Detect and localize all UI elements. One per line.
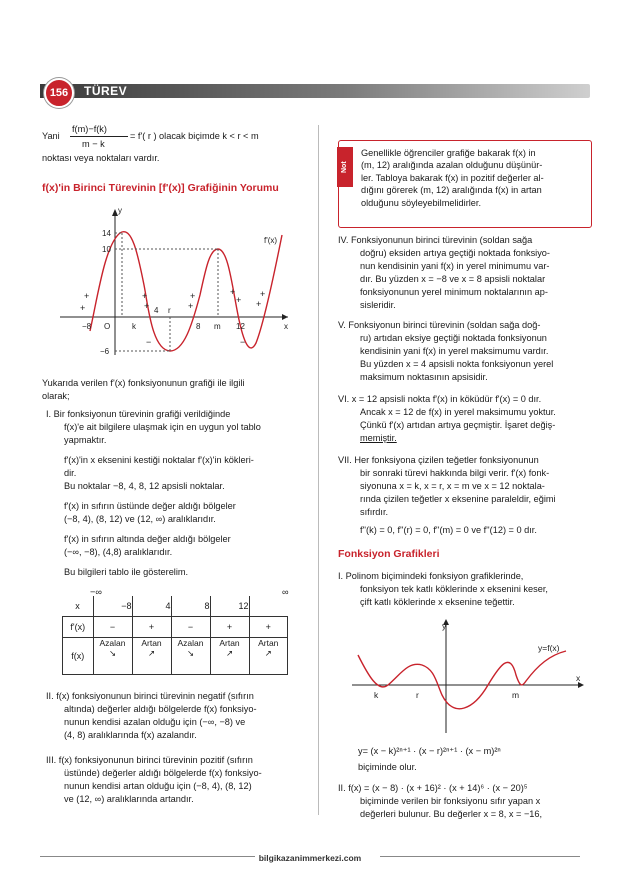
poly-formula-tail: biçiminde olur. (358, 762, 417, 772)
table-behaviour-1 (93, 638, 132, 675)
graph2-y-label: y (442, 621, 447, 631)
behaviour-label: Artan (258, 638, 279, 648)
increasing-arrow-icon: ↗ (225, 648, 234, 658)
item6-line-1: VI. x = 12 apsisli nokta f'(x) in köküdür f'(x) = 0 dır. (338, 394, 542, 404)
item5-line-3: kendisinin yani f(x) in yerel maksimumu vardır. (360, 346, 549, 356)
svg-text:+: + (84, 291, 90, 301)
item4-line-4: dır. Bu yüzden x = −8 ve x = 8 apsisli noktalar (360, 274, 546, 284)
svg-text:+: + (144, 301, 150, 311)
poly-item2-line-1: II. f(x) = (x − 8) · (x + 16)² · (x + 14)⁶ · (x − 20)⁵ (338, 783, 528, 793)
fraction-bar (70, 136, 128, 137)
caption-line-2: olarak; (42, 391, 70, 401)
note-box (338, 140, 592, 228)
table-point-2: 4 (132, 596, 171, 617)
page-footer (0, 848, 620, 866)
column-divider (318, 125, 319, 815)
table-neg-inf: −∞ (90, 587, 102, 597)
footer-rule-right (380, 856, 580, 857)
decreasing-arrow-icon: ↘ (108, 648, 117, 658)
table-sign-3: − (171, 617, 210, 638)
behaviour-label: Artan (219, 638, 240, 648)
item7-formula: f''(k) = 0, f''(r) = 0, f''(m) = 0 ve f''(12) = 0 dır. (360, 525, 537, 535)
poly-item1-line-1: I. Polinom biçimindeki fonksiyon grafiklerinde, (338, 571, 524, 581)
table-x-header: x (63, 596, 94, 617)
table-pos-inf: ∞ (282, 587, 289, 597)
footer-rule-left (40, 856, 260, 857)
svg-text:+: + (80, 303, 86, 313)
table-row-f (63, 638, 288, 675)
item1c-line-2: (−8, 4), (8, 12) ve (12, ∞) aralıklarıdır. (64, 514, 216, 524)
item1b-line-1: f'(x)'in x eksenini kestiği noktalar f'(x)'in kökleri- (64, 455, 254, 465)
increasing-arrow-icon: ↗ (147, 648, 156, 658)
graph-curve-label: f'(x) (264, 236, 278, 245)
formula-intro: Yani (42, 131, 60, 141)
item2-line-4: (4, 8) aralıklarında f(x) azalandır. (64, 730, 197, 740)
svg-text:+: + (188, 301, 194, 311)
section-title: f(x)'in Birinci Türevinin [f'(x)] Grafiğinin Yorumu (42, 182, 279, 194)
note-line-2: (m, 12) aralığında azalan olduğunu düşünür- (361, 160, 543, 171)
tick-14: 14 (102, 229, 111, 238)
table-row-x (63, 596, 288, 617)
item3-line-2: üstünde) değerler aldığı bölgelerde f(x) fonksiyo- (64, 768, 262, 778)
formula-rest: = f'( r ) olacak biçimde k < r < m (130, 131, 259, 141)
item1d-line-1: f'(x) in sıfırın altında değer aldığı bölgeler (64, 534, 231, 544)
graph2-k: k (374, 690, 379, 700)
note-tag: Not (337, 147, 353, 187)
formula-denominator: m − k (82, 139, 105, 149)
table-fprime-header: f'(x) (63, 617, 94, 638)
table-sign-2: + (132, 617, 171, 638)
tick-10: 10 (102, 245, 111, 254)
poly-item1-line-3: çift katlı köklerinde x eksenine teğettir. (360, 597, 515, 607)
item1c-line-1: f'(x) in sıfırın üstünde değer aldığı bölgeler (64, 501, 236, 511)
item1d-line-2: (−∞, −8), (4,8) aralıklarıdır. (64, 547, 173, 557)
table-sign-4: + (210, 617, 249, 638)
item1-line-1: I. Bir fonksiyonun türevinin grafiği verildiğinde (46, 409, 231, 419)
svg-text:+: + (260, 289, 266, 299)
svg-text:+: + (256, 299, 262, 309)
table-sign-5: + (249, 617, 288, 638)
section2-title: Fonksiyon Grafikleri (338, 548, 440, 560)
poly-item2-line-2: biçiminde verilen bir fonksiyonu sıfır yapan x (360, 796, 541, 806)
behaviour-label: Azalan (99, 638, 126, 648)
x-axis-arrow (282, 314, 288, 320)
item7-line-4: rında çizilen teğetler x eksenine paraleldir, eğimi (360, 494, 556, 504)
svg-text:+: + (230, 287, 236, 297)
table-sign-1: − (93, 617, 132, 638)
item7-line-1: VII. Her fonksiyona çizilen teğetler fonksiyonunun (338, 455, 539, 465)
behaviour-label: Azalan (177, 638, 204, 648)
graph-y-label: y (118, 206, 122, 215)
decreasing-arrow-icon: ↘ (186, 648, 195, 658)
graph2-r: r (416, 690, 419, 700)
tick-k: k (132, 322, 136, 331)
item5-line-5: maksimum noktasının apsisidir. (360, 372, 488, 382)
tick-12: 12 (236, 322, 245, 331)
svg-text:+: + (142, 291, 148, 301)
item1-line-3: yapmaktır. (64, 435, 107, 445)
item2-line-3: nunun kendisi azalan olduğu için (−∞, −8) ve (64, 717, 246, 727)
graph2-curve-label: y=f(x) (538, 643, 560, 653)
note-line-1: Genellikle öğrenciler grafiğe bakarak f(x) in (361, 148, 536, 158)
item4-line-5: fonksiyonunun yerel minimum noktalarının ap- (360, 287, 548, 297)
item3-line-1: III. f(x) fonksiyonunun birinci türevinin pozitif (sıfırın (46, 755, 253, 765)
note-line-4: dığını görerek (m, 12) aralığında f(x) in artan (361, 185, 542, 196)
item6-line-4: memiştir. (360, 433, 397, 443)
svg-text:+: + (190, 291, 196, 301)
item3-line-3: nunun kendisi artan olduğu için (−8, 4), (8, 12) (64, 781, 252, 791)
graph-x-label: x (284, 322, 288, 331)
item5-line-1: V. Fonksiyonun birinci türevinin (soldan sağa doğ- (338, 320, 541, 330)
item1b-line-3: Bu noktalar −8, 4, 8, 12 apsisli noktalar. (64, 481, 225, 491)
fprime-curve (90, 232, 282, 351)
item4-line-3: nun kendisinin yani f(x) in yerel minimumu var- (360, 261, 550, 271)
item1b-line-2: dir. (64, 468, 77, 478)
svg-text:−: − (240, 337, 246, 347)
poly-item1-line-2: fonksiyon tek katlı köklerinde x eksenini keser, (360, 584, 548, 594)
table-f-header: f(x) (63, 638, 94, 675)
svg-text:+: + (236, 295, 242, 305)
svg-text:−: − (146, 337, 152, 347)
poly-item2-line-3: değerleri bulunur. Bu değerler x = 8, x = −16, (360, 809, 543, 819)
increasing-arrow-icon: ↗ (264, 648, 272, 658)
table-blank (249, 596, 288, 617)
polynomial-curve (358, 651, 566, 709)
table-behaviour-3 (171, 638, 210, 675)
tick-neg6: −6 (100, 347, 110, 356)
graph2-x-label: x (576, 673, 581, 683)
chapter-title: TÜREV (84, 84, 128, 98)
caption-line-1: Yukarıda verilen f'(x) fonksiyonunun grafiği ile ilgili (42, 378, 245, 388)
fprime-graph (60, 205, 290, 365)
note-text (361, 147, 587, 209)
item7-line-5: sıfırdır. (360, 507, 389, 517)
item7-line-3: siyonuna x = k, x = r, x = m ve x = 12 noktala- (360, 481, 545, 491)
item2-line-2: altında) değerler aldığı bölgelerde f(x) fonksiyo- (64, 704, 257, 714)
page-header (22, 78, 590, 102)
item4-line-2: doğru) eksiden artıya geçtiği noktada fonksiyo- (360, 248, 550, 258)
item1-line-2: f(x)'e ait bilgilere ulaşmak için en uygun yol tablo (64, 422, 261, 432)
table-behaviour-5 (249, 638, 288, 675)
note-line-3: ler. Tabloya bakarak f(x) in pozitif değerler al- (361, 172, 544, 183)
item4-line-1: IV. Fonksiyonunun birinci türevinin (soldan sağa (338, 235, 533, 245)
graph2-m: m (512, 690, 520, 700)
behaviour-label: Artan (141, 638, 162, 648)
table-behaviour-2 (132, 638, 171, 675)
page-number: 156 (44, 78, 74, 108)
formula-tail: noktası veya noktaları vardır. (42, 153, 160, 163)
note-line-5: olduğunu söyleyebilmelidirler. (361, 197, 482, 208)
tick-4: 4 (154, 306, 159, 315)
item7-line-2: bir sonraki türevi hakkında bilgi verir. f'(x) fonk- (360, 468, 550, 478)
item4-line-6: sisleridir. (360, 300, 396, 310)
polynomial-graph (350, 615, 590, 735)
table-point-3: 8 (171, 596, 210, 617)
table-behaviour-4 (210, 638, 249, 675)
tick-8: 8 (196, 322, 201, 331)
table-row-fprime (63, 617, 288, 638)
item6-line-2: Ancak x = 12 de f(x) in yerel maksimumu yoktur. (360, 407, 556, 417)
tick-m: m (214, 322, 221, 331)
item1e: Bu bilgileri tablo ile gösterelim. (64, 567, 189, 577)
item5-line-2: ru) artıdan eksiye geçtiği noktada fonksiyonun (360, 333, 547, 343)
tick-origin: O (104, 322, 111, 331)
item6-line-3: Çünkü f'(x) artıdan artıya geçmiştir. İşaret değiş- (360, 420, 556, 430)
item2-line-1: II. f(x) fonksiyonunun birinci türevinin negatif (sıfırın (46, 691, 254, 701)
sign-table (62, 596, 288, 675)
tick-neg8: −8 (82, 322, 92, 331)
item3-line-4: ve (12, ∞) aralıklarında artandır. (64, 794, 194, 804)
tick-r: r (168, 306, 171, 315)
table-point-1: −8 (93, 596, 132, 617)
poly-formula: y= (x − k)²ⁿ⁺¹ · (x − r)²ⁿ⁺¹ · (x − m)²ⁿ (358, 746, 501, 756)
table-point-4: 12 (210, 596, 249, 617)
item5-line-4: Bu yüzden x = 4 apsisli nokta fonksiyonun yerel (360, 359, 554, 369)
formula-numerator: f(m)−f(k) (72, 124, 107, 134)
footer-website: bilgikazanimmerkezi.com (255, 853, 366, 863)
